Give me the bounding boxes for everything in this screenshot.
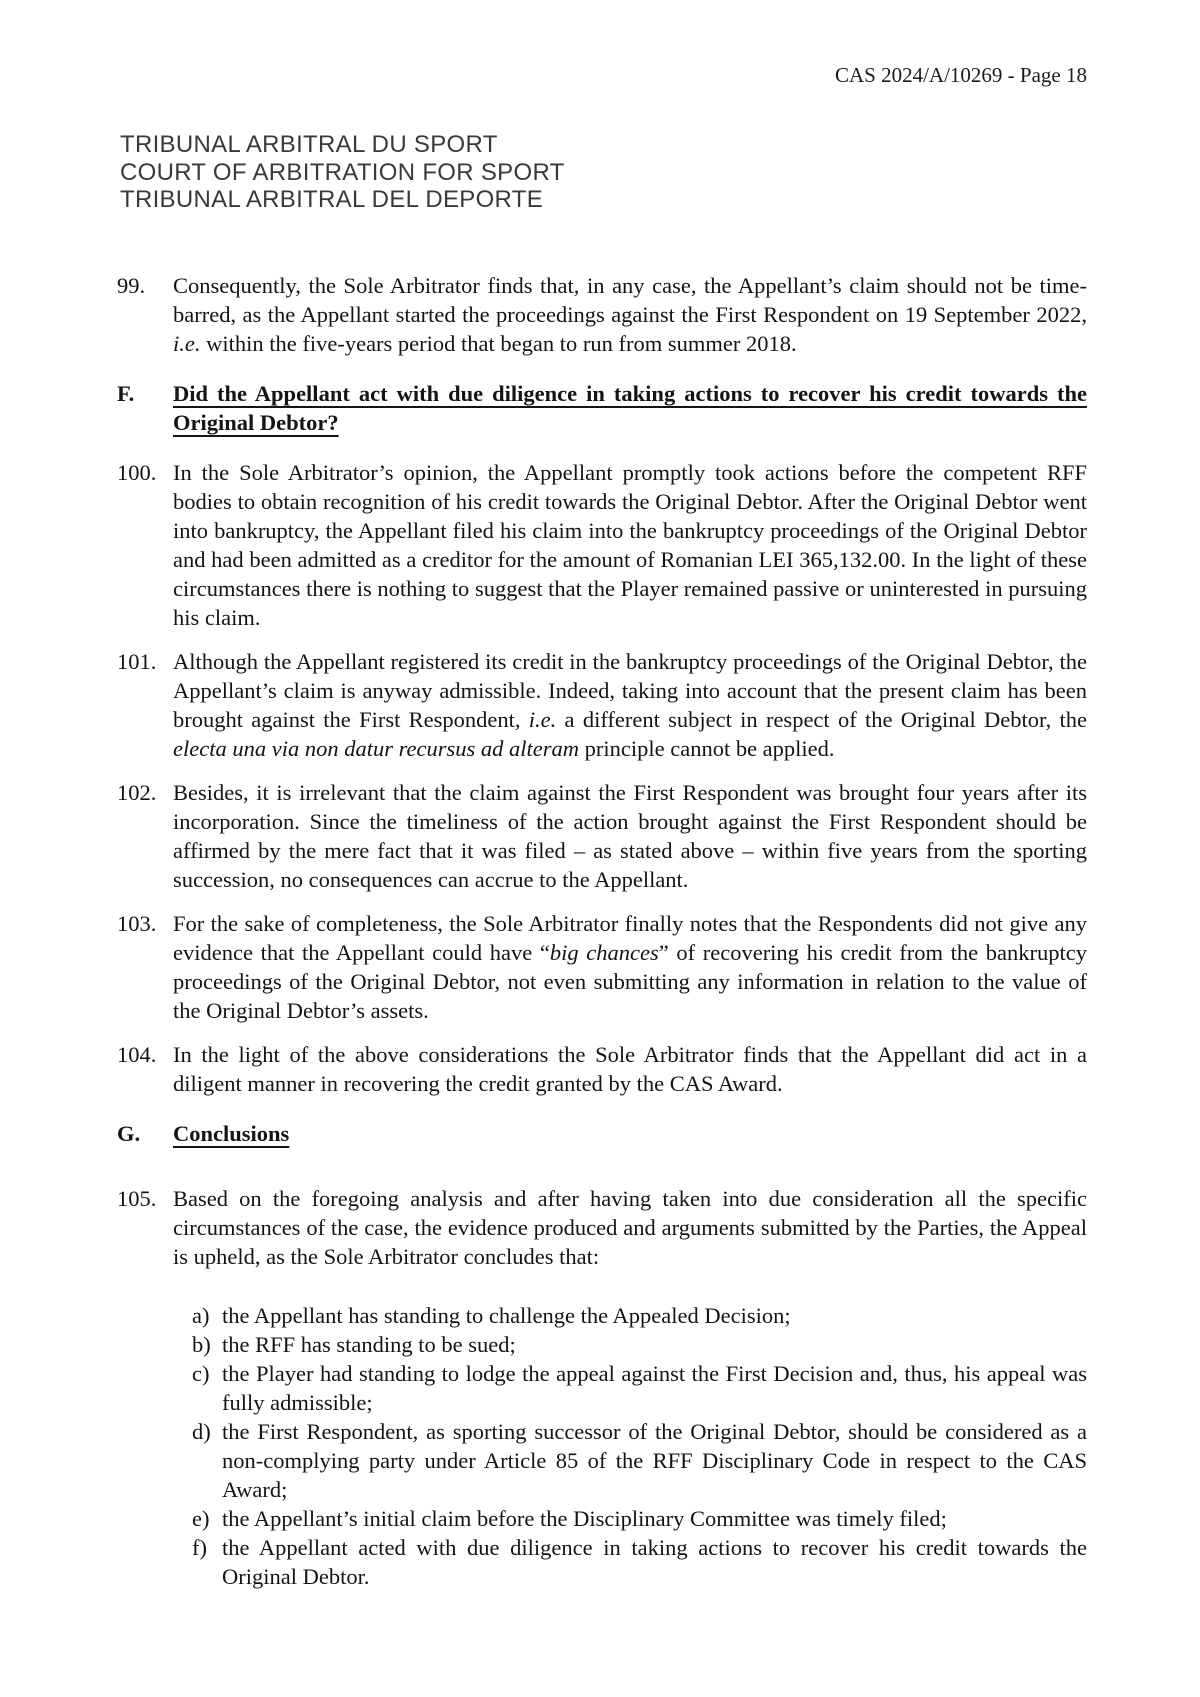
list-item-marker: c) (192, 1361, 210, 1386)
list-item-marker: d) (192, 1419, 211, 1444)
list-item (117, 1301, 1087, 1330)
text-segment: Based on the foregoing analysis and after having taken into due consideration all the specific circumstances of the case, the evidence produced and arguments submitted by the Parties, the Appeal is upheld, as the Sole Arbitrator concludes that: (173, 1186, 1087, 1269)
letterhead-line-spanish: TRIBUNAL ARBITRAL DEL DEPORTE (120, 186, 544, 213)
list-item-text: the Appellant has standing to challenge the Appealed Decision; (222, 1303, 791, 1328)
paragraph-102 (117, 778, 1087, 894)
paragraph-text (173, 780, 1087, 892)
paragraph-text (173, 649, 1087, 761)
list-item-text: the Player had standing to lodge the appeal against the First Decision and, thus, his appeal was fully admissible; (222, 1361, 1087, 1415)
text-segment: Did the Appellant act with due diligence in taking actions to recover his credit towards the Original Debtor? (173, 381, 1087, 435)
italic-text-segment: electa una via non datur recursus ad alteram (173, 736, 579, 761)
list-item-marker: f) (192, 1535, 207, 1560)
case-reference-header: CAS 2024/A/10269 - Page 18 (835, 63, 1087, 87)
letterhead-line-english: COURT OF ARBITRATION FOR SPORT (120, 158, 565, 186)
paragraph-text (173, 273, 1087, 356)
italic-text-segment: big chances (549, 940, 659, 965)
paragraph-text (173, 1042, 1087, 1096)
text-segment: within the five-years period that began to run from summer 2018. (200, 331, 797, 356)
text-segment: Besides, it is irrelevant that the claim against the First Respondent was brought four years after its incorporation. Since the timeliness of the action brought against the First Respondent should be affirmed by the mere fact that it was filed – as stated above – within five years from the sporting succession, no consequences can accrue to the Appellant. (173, 780, 1087, 892)
paragraph-101 (117, 647, 1087, 763)
paragraph-104 (117, 1040, 1087, 1098)
paragraph-number: 103. (117, 911, 157, 936)
section-heading-text (173, 1121, 289, 1146)
text-segment: ” of recovering his credit from the bankruptcy proceedings of the Original Debtor, not even submitting any information in relation to the value of the Original Debtor’s assets. (173, 940, 1088, 1023)
paragraph-number: 99. (117, 273, 146, 298)
section-heading-f (117, 379, 1087, 437)
list-item (117, 1359, 1087, 1417)
list-item (117, 1330, 1087, 1359)
list-item (117, 1417, 1087, 1504)
paragraph-text (173, 460, 1087, 630)
section-letter: G. (117, 1121, 141, 1146)
conclusions-list (117, 1301, 1087, 1591)
list-item-text: the RFF has standing to be sued; (222, 1332, 516, 1357)
text-segment: In the Sole Arbitrator’s opinion, the Appellant promptly took actions before the competent RFF bodies to obtain recognition of his credit towards the Original Debtor. After the Original Debtor went into bankruptcy, the Appellant filed his claim into the bankruptcy proceedings of the Original Debtor and had been admitted as a creditor for the amount of Romanian LEI 365,132.00. In the light of these circumstances there is nothing to suggest that the Player remained passive or uninterested in pursuing his claim. (173, 460, 1087, 630)
list-item-text: the First Respondent, as sporting successor of the Original Debtor, should be considered as a non-complying party under Article 85 of the RFF Disciplinary Code in respect to the CAS Award; (222, 1419, 1087, 1502)
text-segment: Consequently, the Sole Arbitrator finds that, in any case, the Appellant’s claim should not be time-barred, as the Appellant started the proceedings against the First Respondent on 19 September 2022, (173, 273, 1087, 327)
paragraph-number: 101. (117, 649, 157, 674)
text-segment: Although the Appellant registered its credit in the bankruptcy proceedings of the Original Debtor, the Appellant’s claim is anyway admissible. Indeed, taking into account that the present claim has been brought against the First Respondent, (173, 649, 1087, 732)
paragraph-105 (117, 1184, 1087, 1271)
list-item-marker: a) (192, 1303, 210, 1328)
letterhead (120, 131, 565, 214)
list-item (117, 1533, 1087, 1591)
list-item-marker: b) (192, 1332, 211, 1357)
text-segment: Conclusions (173, 1121, 290, 1146)
paragraph-103 (117, 909, 1087, 1025)
text-segment: For the sake of completeness, the Sole Arbitrator finally notes that the Respondents did not give any evidence that the Appellant could have “ (173, 911, 1087, 965)
letterhead-line-french: TRIBUNAL ARBITRAL DU SPORT (120, 131, 498, 158)
list-item-text: the Appellant’s initial claim before the Disciplinary Committee was timely filed; (222, 1506, 947, 1531)
text-segment: principle cannot be applied. (579, 736, 835, 761)
paragraph-100 (117, 458, 1087, 632)
paragraph-number: 105. (117, 1186, 157, 1211)
paragraph-number: 100. (117, 460, 157, 485)
section-letter: F. (117, 381, 135, 406)
italic-text-segment: i.e. (528, 707, 557, 732)
list-item-text: the Appellant acted with due diligence in taking actions to recover his credit towards the Original Debtor. (222, 1535, 1087, 1589)
section-heading-g (117, 1119, 1087, 1148)
paragraph-number: 102. (117, 780, 157, 805)
section-heading-text (173, 381, 1087, 435)
paragraph-99 (117, 271, 1087, 358)
list-item-marker: e) (192, 1506, 210, 1531)
text-segment: In the light of the above considerations the Sole Arbitrator finds that the Appellant did act in a diligent manner in recovering the credit granted by the CAS Award. (173, 1042, 1087, 1096)
text-segment: a different subject in respect of the Original Debtor, the (556, 707, 1087, 732)
paragraph-text (173, 1186, 1087, 1269)
document-body (117, 271, 1087, 1606)
paragraph-text (173, 911, 1087, 1023)
list-item (117, 1504, 1087, 1533)
italic-text-segment: i.e. (173, 331, 201, 356)
paragraph-number: 104. (117, 1042, 157, 1067)
